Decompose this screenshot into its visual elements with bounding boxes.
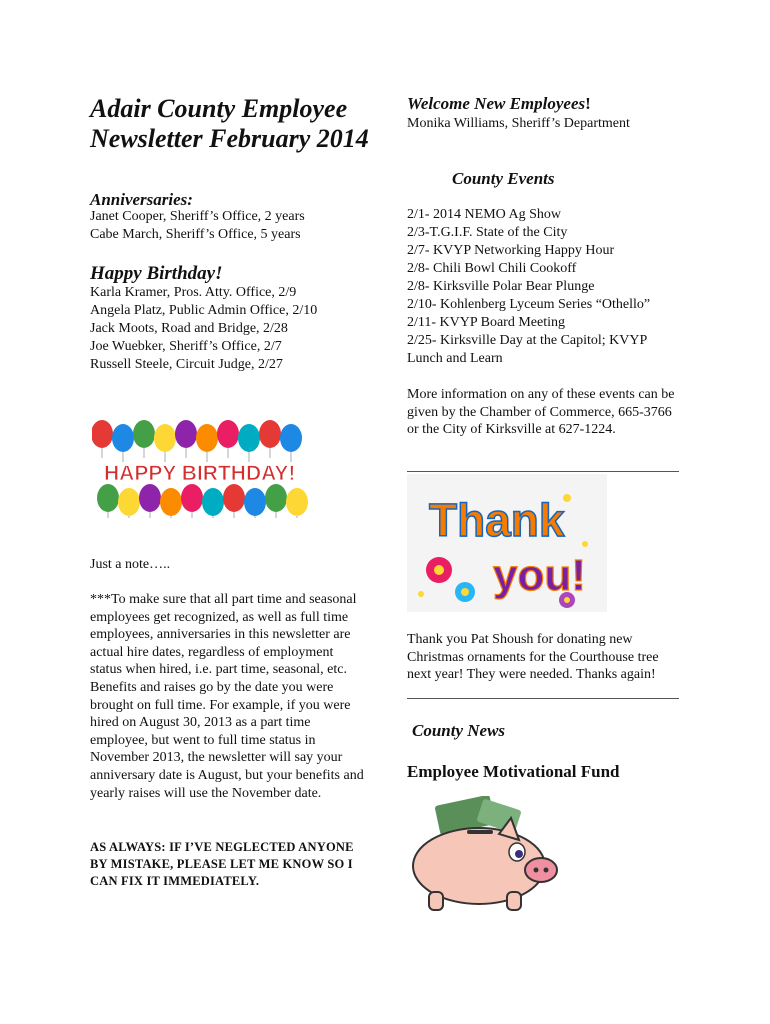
divider xyxy=(407,471,679,472)
events-heading: County Events xyxy=(452,169,555,188)
list-item: 2/1- 2014 NEMO Ag Show xyxy=(407,207,562,222)
events-list xyxy=(407,206,650,368)
balloon-icon xyxy=(112,424,134,452)
balloon-icon xyxy=(160,488,182,516)
list-item: Russell Steele, Circuit Judge, 2/27 xyxy=(90,357,283,372)
you-word: you! xyxy=(493,551,586,600)
list-item: 2/8- Kirksville Polar Bear Plunge xyxy=(407,279,595,294)
balloon-icon xyxy=(244,488,266,516)
title-line-2: Newsletter February 2014 xyxy=(90,124,369,153)
thanks-body: Thank you Pat Shoush for donating new Christmas ornaments for the Courthouse tree next year! They were needed. Thanks again! xyxy=(407,632,659,683)
anniversaries-list xyxy=(90,208,305,244)
balloon-icon xyxy=(139,484,161,512)
pig-icon xyxy=(413,818,557,910)
list-item: 2/11- KVYP Board Meeting xyxy=(407,315,565,330)
balloon-icon xyxy=(223,484,245,512)
list-item: 2/25- Kirksville Day at the Capitol; KVYP xyxy=(407,333,648,348)
balloon-icon xyxy=(217,420,239,448)
balloon-icon xyxy=(97,484,119,512)
balloon-icon xyxy=(286,488,308,516)
news-heading: County News xyxy=(412,721,506,740)
balloon-icon xyxy=(280,424,302,452)
balloon-icon xyxy=(196,424,218,452)
thank-word: Thank xyxy=(429,494,565,546)
list-item: 2/3-T.G.I.F. State of the City xyxy=(407,225,568,240)
birthday-heading: Happy Birthday! xyxy=(90,263,223,284)
birthday-list xyxy=(90,284,317,374)
balloon-icon xyxy=(92,420,113,448)
divider xyxy=(407,698,679,699)
balloon-icon xyxy=(133,420,155,448)
newsletter-title xyxy=(90,94,369,154)
balloon-icon xyxy=(238,424,260,452)
balloon-icon xyxy=(118,488,140,516)
note-body: ***To make sure that all part time and seasonal employees get recognized, as well as full time employees, anniversaries in this newsletter are actual hire dates, regardless of employment status when hired, i.e. part time, seasonal, etc. Benefits and raises go by the date you were brought on full time. For example, if you were hired on August 30, 2013 as a part time employee, but went to full time status in November 2013, the newsletter will say your anniversary date is August, but your benefits and yearly raises will use the November date. xyxy=(90,592,364,801)
list-item: Karla Kramer, Pros. Atty. Office, 2/9 xyxy=(90,285,297,300)
title-line-1: Adair County Employee xyxy=(90,94,348,123)
news-subheading: Employee Motivational Fund xyxy=(407,762,620,781)
note-caps-message: AS ALWAYS: IF I’VE NEGLECTED ANYONE BY MISTAKE, PLEASE LET ME KNOW SO I CAN FIX IT IMMEDIATELY. xyxy=(90,840,354,888)
list-item: Cabe March, Sheriff’s Office, 5 years xyxy=(90,227,301,242)
anniversaries-heading: Anniversaries: xyxy=(90,190,193,209)
thank-you-image xyxy=(407,474,607,612)
list-item: Lunch and Learn xyxy=(407,351,503,366)
list-item: Janet Cooper, Sheriff’s Office, 2 years xyxy=(90,209,305,224)
happy-birthday-banner-text: HAPPY BIRTHDAY! xyxy=(104,462,296,485)
balloon-icon xyxy=(265,484,287,512)
welcome-item: Monika Williams, Sheriff’s Department xyxy=(407,116,630,131)
balloon-icon xyxy=(259,420,281,448)
balloon-icon xyxy=(181,484,203,512)
welcome-heading: Welcome New Employees! xyxy=(407,94,591,113)
list-item: Jack Moots, Road and Bridge, 2/28 xyxy=(90,321,288,336)
list-item: 2/8- Chili Bowl Chili Cookoff xyxy=(407,261,577,276)
list-item: Angela Platz, Public Admin Office, 2/10 xyxy=(90,303,318,318)
events-more-info: More information on any of these events can be given by the Chamber of Commerce, 665-3766 or the City of Kirksville at 627-1224. xyxy=(407,387,675,438)
balloon-icon xyxy=(202,488,224,516)
list-item: Joe Wuebker, Sheriff’s Office, 2/7 xyxy=(90,339,282,354)
list-item: 2/7- KVYP Networking Happy Hour xyxy=(407,243,615,258)
piggy-bank-image xyxy=(407,796,567,916)
note-heading: Just a note….. xyxy=(90,557,171,572)
list-item: 2/10- Kohlenberg Lyceum Series “Othello” xyxy=(407,297,651,312)
happy-birthday-image xyxy=(92,412,314,518)
balloon-icon xyxy=(154,424,176,452)
balloon-icon xyxy=(175,420,197,448)
